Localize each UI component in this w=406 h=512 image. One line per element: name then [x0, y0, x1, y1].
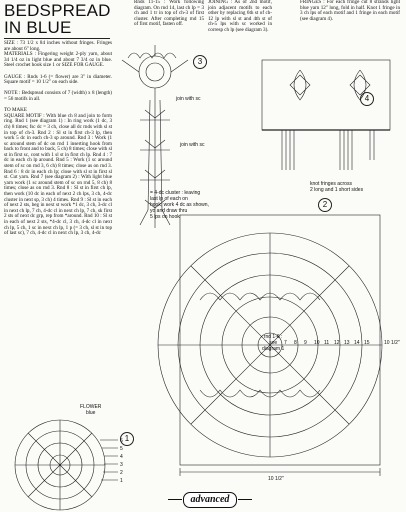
- instructions-column-3: JOINING : As of 2nd motif, join adjacent motifs to each other by replacing 6th st of ch-12 lp with sl st and 4th st of ch-5 lps with sc worked in corresp ch lp (see diagram 3).: [208, 0, 274, 33]
- title-line-1: BEDSPREAD: [4, 1, 111, 20]
- instructions-column-1: SIZE : 73 1/2 x 84 inches without fringes. Fringes are about 6" long. MATERIALS : Fingering weight 2-ply yarn, about 34 1/4 oz in light blue and about 7 3/4 oz in blue. Steel crochet hook size 1 or SIZE FOR GAUGE. GAUGE : Rnds 1-6 (= flower) are 3" in diameter. Square motif = 10 1/2" on each side. NOTE : Bedspread consists of 7 (width) x 8 (length) = 56 motifs in all. TO MAKE SQUARE MOTIF : With blue ch 8 and join to form ring. Rnd 1 (see diagram 1) : In ring work (1 dc, 3 ch) 8 times; fsc dc = 3 ch, close all dc rnds with sl st in top of ch-3. Rnd 2 : Sl st in first ch-3 lp, then work 5 dc in each ch-3 sp around. Rnd 3 : Work (1 sc around stem of dc on rnd 1 inserting hook from back to front and to back, 5 ch) 8 times; close with sl st in first sc, cont with 1 sl st in first ch lp. Rnd 4 : 7 dc in each ch lp around. Rnd 5 : Work (1 sc around stem of sc on rnd 3, 6 ch) 8 times; close as on rnd 3. Rnd 6 : 8 dc in each ch lp; close with sl st in first sl st. Cut yarn. Rnd 7 (see diagram 2) : With light blue yarn work (1 sc around stem of sc on rnd 5, 8 ch) 8 times; close as on rnd 3. Rnd 8 : Sl st in first ch lp, then work (10 dc in each of next 2 ch lps, 3 ch, 4-dc cluster in next sp, 3 ch) 4 times. Rnd 9 : Sl st in each of next 2 sts, beg in next st work *1 dc, 3 ch, 3-dc cl in next ch lp, 7 ch, 4-dc cl in next ch lp, 7 ch, sk first 2 sts of next dc grp, rep from *around. Rnd 10 : Sl st in each of next 2 sts, *4-dc cl, 3 ch, 4-dc cl in next ch lp, 5 ch, 1 sc in next ch lp, 1 p (= 3 ch, sl st in top of last sc), 7 ch, 4-dc cl in next ch lp, 3 ch, 4-dc: [4, 40, 112, 237]
- diagram-2-row-number: 9: [304, 340, 307, 346]
- knot-fringes-label: knot fringes across 2 long and 1 short sides: [310, 181, 364, 193]
- diagram-3-number: 3: [193, 55, 207, 69]
- diagram-2-row-number: 14: [354, 340, 360, 346]
- diagram-2-row-number: 7: [284, 340, 287, 346]
- title-line-2: IN BLUE: [4, 18, 72, 37]
- height-measure: 10 1/2": [384, 340, 400, 346]
- diagram-4-fringes: [262, 60, 390, 170]
- diagram-4-number: 4: [360, 92, 374, 106]
- diagram-2-row-number: 13: [344, 340, 350, 346]
- diagram-1-row-number: 3: [120, 462, 123, 468]
- diagram-2-row-number: 8: [294, 340, 297, 346]
- rnd-1-6-label: rnd 1-6 : see diagram 1: [262, 334, 285, 352]
- width-measure: 10 1/2": [268, 476, 284, 482]
- diagram-1-number: 1: [120, 432, 134, 446]
- instructions-column-2: Rnds 11-15 : Work following diagram. On rnd 14, last ch lp = 3 ch and 1 tr in top of ch-3 of first cluster. After completing rnd 15 of first motif, fasten off.: [134, 0, 206, 28]
- flower-label: FLOWER blue: [80, 404, 102, 416]
- cluster-legend: = 4-dc cluster : leaving last lp of each on hook, work 4 dc as shown, yo and draw thru 5 lps on hook: [150, 190, 209, 220]
- diagram-2-number: 2: [318, 198, 332, 212]
- difficulty-badge: advanced: [183, 492, 237, 508]
- join-sc-label: join with sc: [176, 96, 201, 102]
- diagram-1-row-number: 2: [120, 470, 123, 476]
- diagram-1-row-number: 5: [120, 446, 123, 452]
- diagram-2-row-number: 15: [364, 340, 370, 346]
- diagram-1-flower: [15, 420, 118, 510]
- instructions-column-4: FRINGES : For each fringe cut 8 strands light blue yarn 12" long, fold in half. Knot 1 fringe in 3 ch lps of each motif and 1 fringe in each motif (see diagram 4).: [300, 0, 402, 22]
- join-sc-label-2: join with sc: [180, 142, 205, 148]
- diagram-2-row-number: 11: [324, 340, 330, 346]
- diagram-2-row-number: 10: [314, 340, 320, 346]
- diagram-1-row-number: 4: [120, 454, 123, 460]
- diagram-1-row-number: 1: [120, 478, 123, 484]
- diagram-2-row-number: 12: [334, 340, 340, 346]
- diagram-1-row-number: 6: [120, 438, 123, 444]
